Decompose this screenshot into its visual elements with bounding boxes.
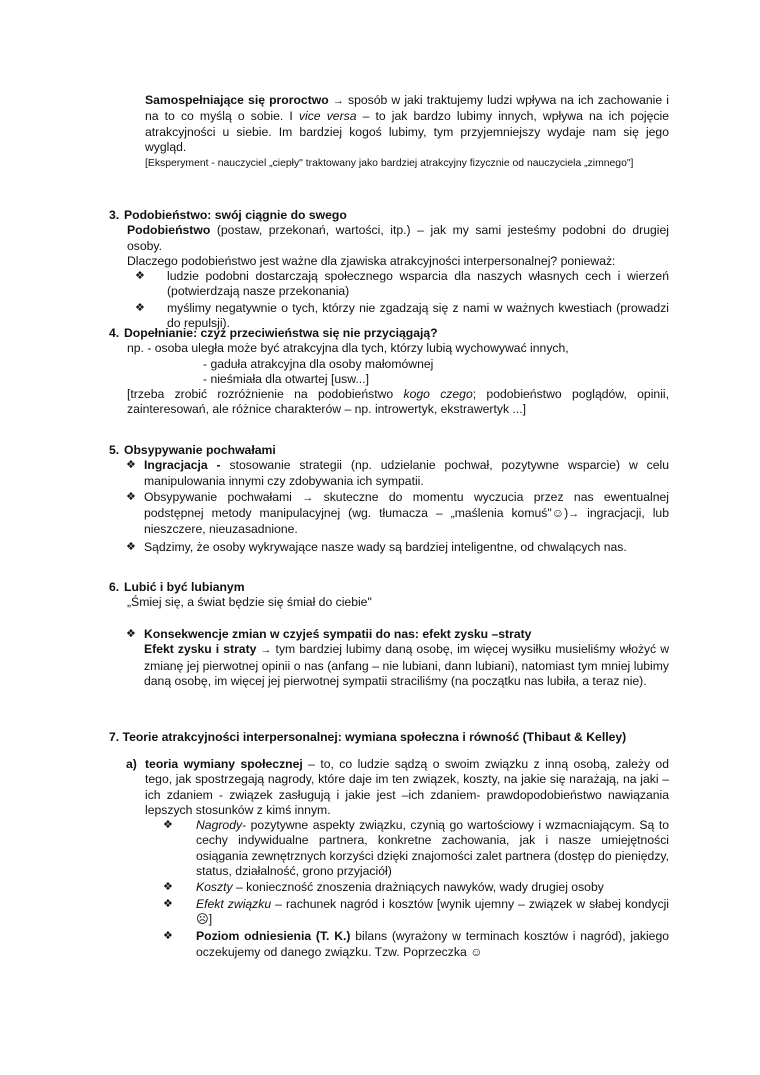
diamond-bullet-icon: ❖ xyxy=(126,459,136,472)
section-3-item: ❖ myślimy negatywnie o tych, którzy nie zgadzają się z nami w ważnych kwestiach (prowadzi do repulsji). xyxy=(135,300,669,331)
intro-paragraph: Samospełniające się proroctwo → sposób w jaki traktujemy ludzi wpływa na ich zachowanie i na to co myślą o sobie. I vice versa – to jak bardzo lubimy innych, wpływa na ich pojęcie atrakcyjności u siebie. Im bardziej kogoś lubimy, tym przyjemniejszy wydaje nam się jego wygląd. xyxy=(145,93,670,154)
diamond-bullet-icon: ❖ xyxy=(126,540,136,553)
right-arrow-icon: → xyxy=(302,491,314,504)
right-arrow-icon: → xyxy=(332,95,344,107)
section-5-item: ❖ Ingracjacja - stosowanie strategii (np. udzielanie pochwał, pozytywne wsparcie) w celu manipulowania innymi czy zdobywania ich sympatii. xyxy=(126,458,669,488)
intro-note: [Eksperyment - nauczyciel „ciepły" traktowany jako bardziej atrakcyjny fizycznie od nauczyciela „zimnego"] xyxy=(145,158,634,170)
section-3-question: Dlaczego podobieństwo jest ważne dla zjawiska atrakcyjności interpersonalnej? ponieważ: xyxy=(127,253,616,268)
section-7-heading: 7. Teorie atrakcyjności interpersonalnej: wymiana społeczna i równość (Thibaut & Kelley) xyxy=(109,730,627,744)
section-3-heading: 3. Podobieństwo: swój ciągnie do swego xyxy=(109,208,347,222)
section-5-heading: 5. Obsypywanie pochwałami xyxy=(109,443,276,457)
list-label: a) xyxy=(126,757,137,771)
section-5-item: ❖ Obsypywanie pochwałami → skuteczne do momentu wyczucia przez nas ewentualnej podstępnej metody manipulacyjnej (wg. tłumacza – „maślenia komuś"☺)→ ingracjacji, lub nieszczere, nieuzasadnione. xyxy=(126,489,669,537)
section-7a-item: ❖ Koszty – konieczność znoszenia drażniących nawyków, wady drugiej osoby xyxy=(163,880,604,895)
right-arrow-icon: → xyxy=(260,644,272,657)
theory-social-exchange: a) teoria wymiany społecznej – to, co ludzie sądzą o swoim związku z inną osobą, zależy od tego, jak spostrzegają nagrody, które daje im ten związek, koszty, na jakie się narażają, na jaki – ich zdaniem - związek zasługują i jakie jest –ich zdaniem- prawdopodobieństwo nawiązania lepszych stosunków z kimś innym. xyxy=(126,757,669,817)
section-7a-item: ❖ Poziom odniesienia (T. K.) bilans (wyrażony w terminach kosztów i nagród), jakiego oczekujemy od danego związku. Tzw. Poprzeczka ☺ xyxy=(163,929,670,959)
section-4-note: [trzeba zrobić rozróżnienie na podobieństwo kogo czego; podobieństwo poglądów, opinii, zainteresowań, ale różnice charakterów – np. introwertyk, ekstrawertyk ...] xyxy=(127,387,669,417)
intro-block xyxy=(145,93,669,171)
section-6-text: Efekt zysku i straty → tym bardziej lubimy daną osobę, im więcej wysiłku musieliśmy włożyć w zmianę jej pierwotnej opinii o nas (anfang – nie lubiani, dann lubiani), natomiast tym mniej lubimy daną osobę, im więcej jej pierwotnej sympatii straciliśmy (na początku nas lubiła, a teraz nie). xyxy=(144,642,669,688)
section-6-heading: 6. Lubić i być lubianym xyxy=(109,580,245,594)
diamond-bullet-icon: ❖ xyxy=(135,301,145,314)
intro-term: Samospełniające się proroctwo xyxy=(145,93,329,107)
section-4 xyxy=(109,326,669,418)
section-3-item: ❖ ludzie podobni dostarczają społecznego wsparcia dla naszych własnych cech i wierzeń (potwierdzają nasze przekonania) xyxy=(135,269,669,299)
section-5-item: ❖ Sądzimy, że osoby wykrywające nasze wady są bardziej inteligentne, od chwalących nas. xyxy=(126,539,627,554)
right-arrow-icon: → xyxy=(568,508,580,521)
diamond-bullet-icon: ❖ xyxy=(135,270,145,283)
diamond-bullet-icon: ❖ xyxy=(163,897,173,910)
section-4-heading: 4. Dopełnianie: czyż przeciwieństwa się nie przyciągają? xyxy=(109,326,438,340)
section-3-definition: Podobieństwo (postaw, przekonań, wartości, itp.) – jak my sami jesteśmy podobni do drugiej osoby. xyxy=(127,223,669,253)
section-3 xyxy=(109,208,669,331)
diamond-bullet-icon: ❖ xyxy=(163,881,173,894)
diamond-bullet-icon: ❖ xyxy=(163,819,173,832)
diamond-bullet-icon: ❖ xyxy=(126,628,136,640)
section-4-example: np. - osoba uległa może być atrakcyjna dla tych, którzy lubią wychowywać innych, xyxy=(127,341,569,356)
section-7a-item: ❖ Nagrody- pozytywne aspekty związku, czynią go wartościowy i wzmacniającym. Są to cechy indywidualne partnera, konkretne zachowania, jak i nasze umiejętności osiągania zewnętrznych korzyści dzięki znajomości zalet partnera (dostęp do pieniędzy, status, działalność, grono przyjaciół) xyxy=(163,818,669,879)
section-6-gain-loss xyxy=(126,627,669,689)
section-4-subexample: - gaduła atrakcyjna dla osoby małomównej xyxy=(203,356,434,371)
diamond-bullet-icon: ❖ xyxy=(163,930,173,943)
section-7a-item: ❖ Efekt związku – rachunek nagród i kosztów [wynik ujemny – związek w słabej kondycji ☹] xyxy=(163,896,669,926)
section-5 xyxy=(109,443,669,555)
section-6-quote: „Śmiej się, a świat będzie się śmiał do ciebie" xyxy=(127,595,372,610)
section-6-subheading: ❖ Konsekwencje zmian w czyjeś sympatii do nas: efekt zysku –straty xyxy=(126,627,532,641)
section-4-subexample: - nieśmiała dla otwartej [usw...] xyxy=(203,371,369,386)
diamond-bullet-icon: ❖ xyxy=(126,490,136,503)
section-7a xyxy=(126,757,669,960)
section-6 xyxy=(109,580,669,611)
